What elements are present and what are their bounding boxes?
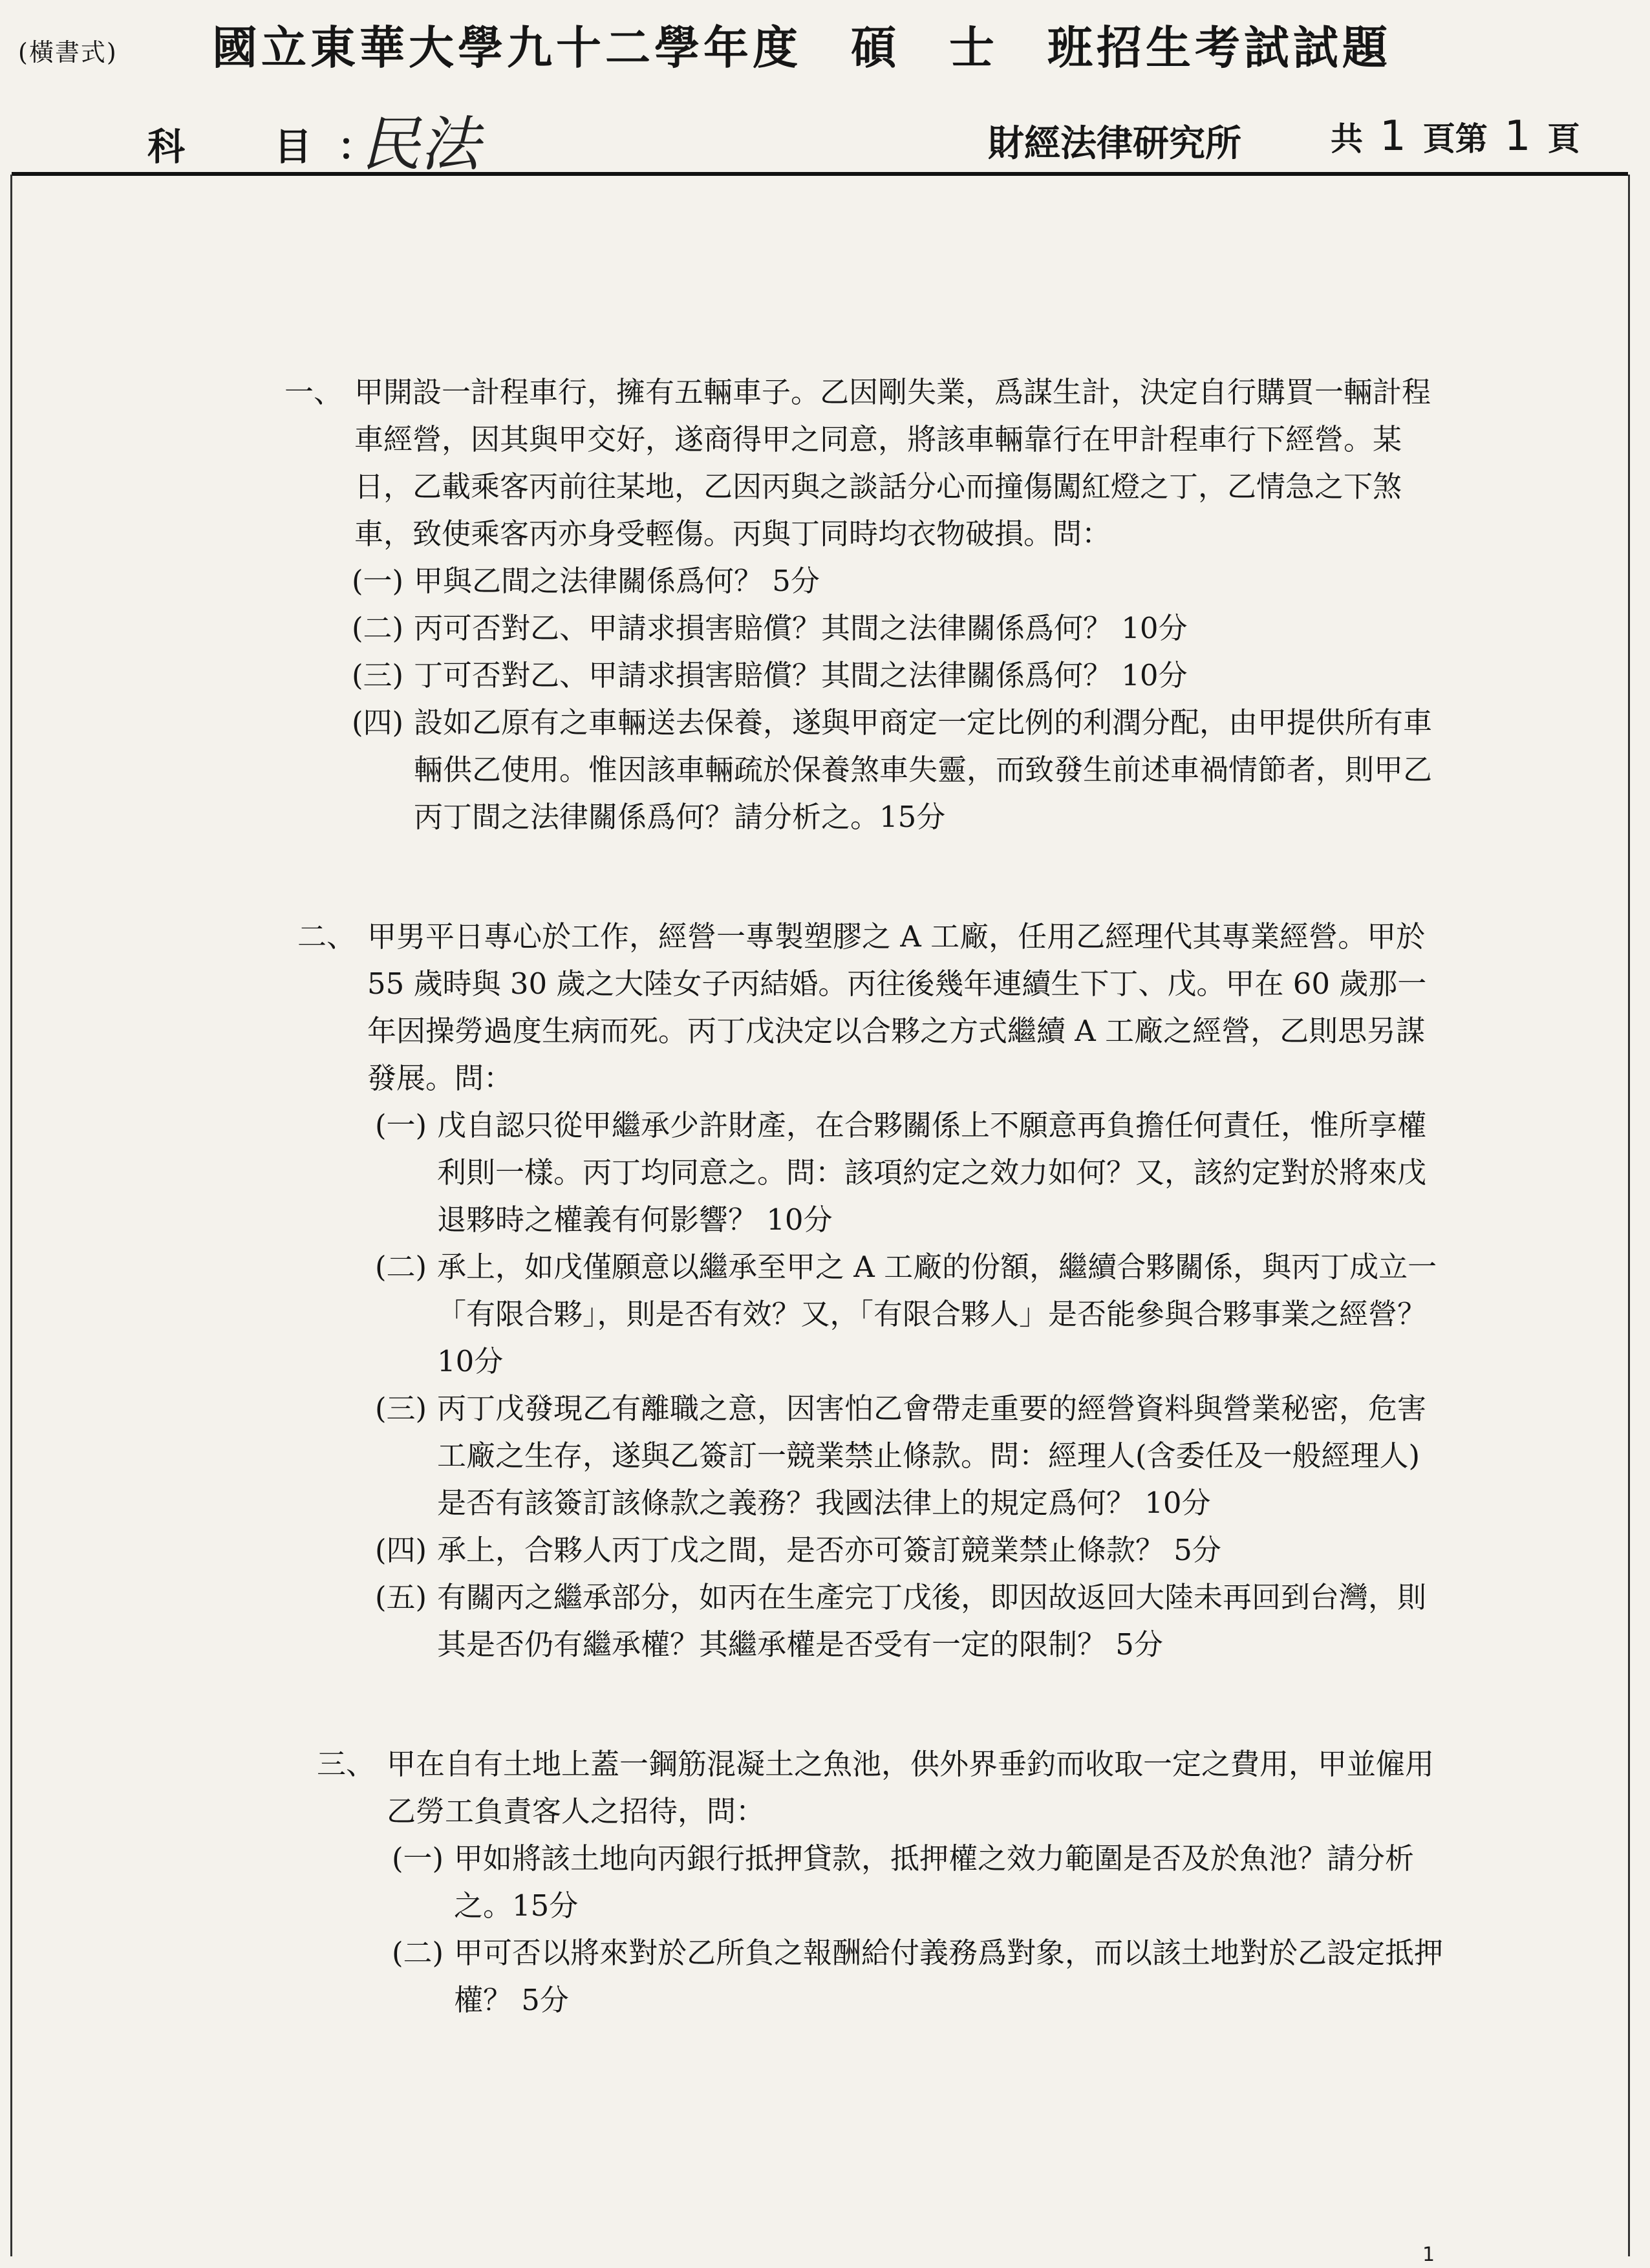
sub-number: (三) [375,1391,427,1426]
sub-text: 戊自認只從甲繼承少許財產，在合夥關係上不願意再負擔任何責任，惟所享權利則一樣。丙丁均同意之。問：該項約定之效力如何？又，該約定對於將來戊退夥時之權義有何影響？ 10分 [437,1108,1427,1237]
question-stem [297,913,1448,1102]
sub-question [297,1243,1448,1385]
question-spacer [284,1668,1448,1740]
question-3 [317,1740,1448,2024]
frame-left-border [10,175,12,2256]
page-number: 1 [1504,112,1531,160]
sub-number: (五) [375,1580,427,1614]
question-number: 三、 [317,1747,376,1781]
sub-question [297,1385,1448,1526]
sub-text: 甲與乙間之法律關係爲何？ 5分 [414,564,820,598]
sub-number: (四) [352,705,404,740]
page-count [1331,112,1580,160]
sub-text: 承上，如戊僅願意以繼承至甲之 A 工廠的份額，繼續合夥關係，與丙丁成立一「有限合夥」，則是否有效？又，「有限合夥人」是否能參與合夥事業之經營？ 10分 [437,1250,1437,1378]
header-subject-row [18,97,1622,179]
question-stem [317,1740,1448,1835]
question-spacer [284,840,1448,913]
sub-text: 甲如將該土地向丙銀行抵押貸款，抵押權之效力範圍是否及於魚池？請分析之。15分 [454,1841,1415,1923]
question-2 [297,913,1448,1668]
sub-number: (三) [352,658,404,692]
sub-text: 丁可否對乙、甲請求損害賠償？其間之法律關係爲何？ 10分 [414,658,1188,692]
header-divider [12,172,1628,176]
sub-question [284,652,1448,699]
sub-question [284,699,1448,840]
sub-text: 設如乙原有之車輛送去保養，遂與甲商定一定比例的利潤分配，由甲提供所有車輛供乙使用。惟因該車輛疏於保養煞車失靈，而致發生前述車禍情節者，則甲乙丙丁間之法律關係爲何？請分析之。15分 [414,705,1433,834]
footer-page-mark: 1 [1422,2243,1435,2266]
sub-text: 承上，合夥人丙丁戊之間，是否亦可簽訂競業禁止條款？ 5分 [437,1533,1221,1567]
sub-number: (一) [375,1108,427,1142]
sub-question [297,1526,1448,1574]
total-label: 共 [1331,120,1363,158]
sub-text: 甲可否以將來對於乙所負之報酬給付義務爲對象，而以該土地對於乙設定抵押權？ 5分 [454,1936,1444,2017]
sub-question [317,1929,1448,2024]
sub-number: (二) [375,1250,427,1284]
sub-number: (一) [392,1841,444,1876]
question-text: 甲開設一計程車行，擁有五輛車子。乙因剛失業，爲謀生計，決定自行購買一輛計程車經營，因其與甲交好，遂商得甲之同意，將該車輛靠行在甲計程車行下經營。某日，乙載乘客丙前往某地，乙因丙與之談話分心而撞傷闖紅燈之丁，乙情急之下煞車，致使乘客丙亦身受輕傷。丙與丁同時均衣物破損。問： [354,375,1431,551]
page-label-mid: 頁第 [1422,120,1488,158]
sub-number: (一) [352,564,404,598]
header-title-row [18,9,1622,74]
sub-question [317,1835,1448,1929]
question-number: 二、 [297,919,356,954]
subject-label: 科 目： [147,125,402,169]
page-label-end: 頁 [1547,120,1580,158]
questions-body [284,369,1448,2024]
department-name: 財經法律研究所 [988,122,1241,165]
sub-text: 丙可否對乙、甲請求損害賠償？其間之法律關係爲何？ 10分 [414,611,1188,645]
frame-right-border [1628,175,1630,2256]
sub-question [297,1102,1448,1243]
style-note: (橫書式) [18,38,118,67]
sub-text: 丙丁戊發現乙有離職之意，因害怕乙會帶走重要的經營資料與營業秘密，危害工廠之生存，遂與乙簽訂一競業禁止條款。問：經理人(含委任及一般經理人)是否有該簽訂該條款之義務？我國法律上的規定爲何？ 10分 [437,1391,1427,1520]
subject-handwritten: 民法 [361,110,480,179]
sub-number: (二) [392,1936,444,1970]
exam-title: 國立東華大學九十二學年度 碩 士 班招生考試試題 [212,21,1391,74]
sub-question [284,557,1448,604]
sub-text: 有關丙之繼承部分，如丙在生產完丁戊後，即因故返回大陸未再回到台灣，則其是否仍有繼承權？其繼承權是否受有一定的限制？ 5分 [437,1580,1427,1662]
total-pages: 1 [1380,112,1406,160]
sub-number: (二) [352,611,404,645]
sub-question [297,1574,1448,1668]
sub-number: (四) [375,1533,427,1567]
question-text: 甲男平日專心於工作，經營一專製塑膠之 A 工廠，任用乙經理代其專業經營。甲於 55 歲時與 30 歲之大陸女子丙結婚。丙往後幾年連續生下丁、戊。甲在 60 歲那一年因操勞過度生病而死。丙丁戊決定以合夥之方式繼續 A 工廠之經營，乙則思另謀發展。問： [367,919,1427,1095]
sub-question [284,604,1448,652]
question-stem [284,369,1448,557]
question-text: 甲在自有土地上蓋一鋼筋混凝土之魚池，供外界垂釣而收取一定之費用，甲並僱用乙勞工負責客人之招待，問： [387,1747,1435,1828]
question-1 [284,369,1448,840]
question-number: 一、 [284,375,343,409]
